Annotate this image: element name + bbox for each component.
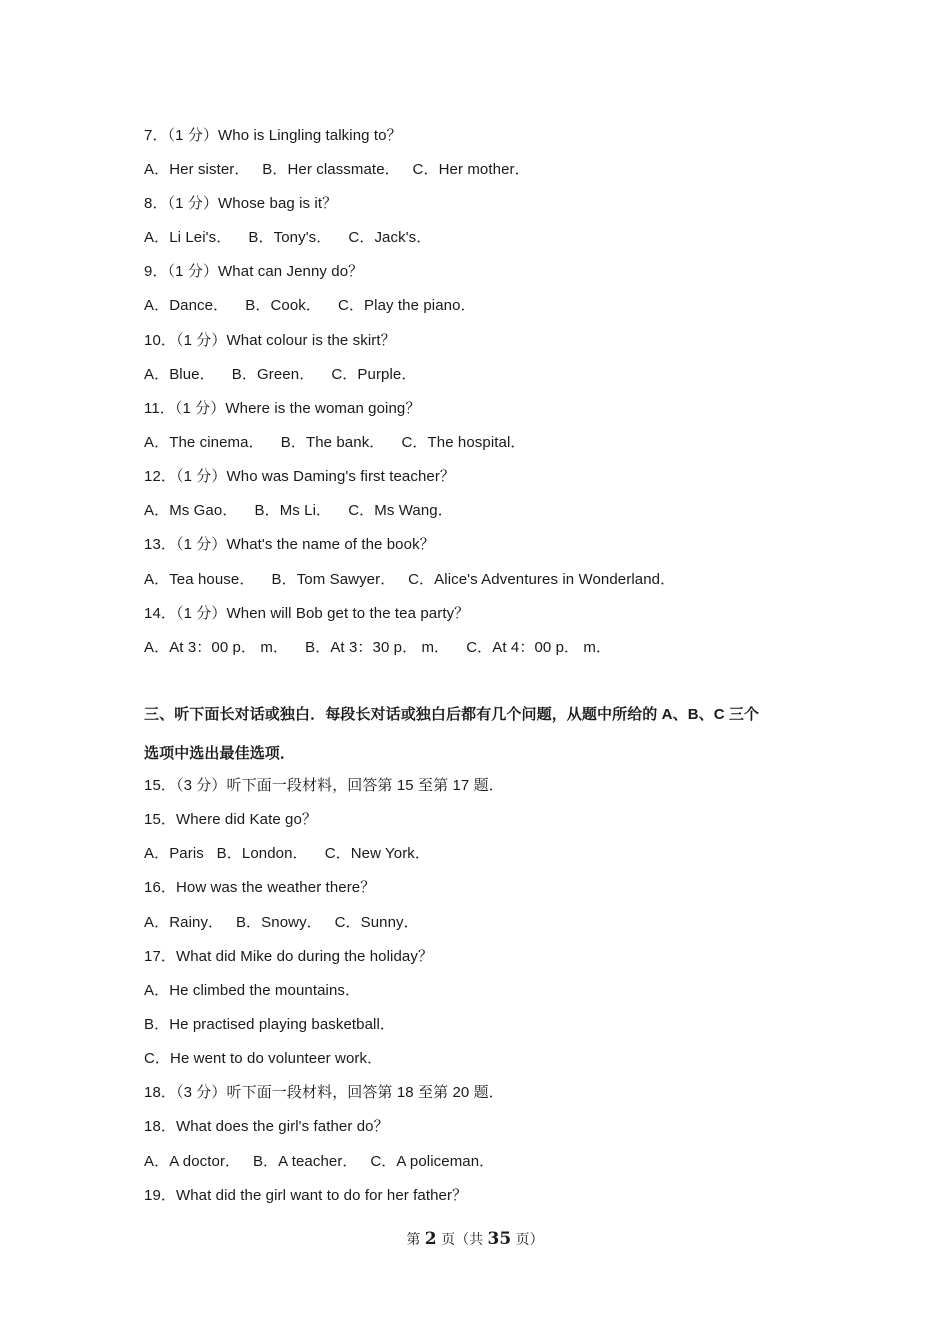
footer-total-pages: 35	[487, 1229, 512, 1249]
question-9: 9．（1 分）What can Jenny do？	[144, 263, 364, 280]
options-9: A．Dance． B．Cook． C．Play the piano．	[144, 297, 476, 314]
options-7: A．Her sister． B．Her classmate． C．Her mother．	[144, 161, 530, 178]
option-17-b: B．He practised playing basketball．	[144, 1016, 396, 1033]
option-17-c: C．He went to do volunteer work．	[144, 1050, 383, 1067]
question-18: 18．What does the girl's father do？	[144, 1118, 389, 1135]
question-14: 14．（1 分）When will Bob get to the tea party？	[144, 605, 470, 622]
options-10: A．Blue． B．Green． C．Purple．	[144, 366, 417, 383]
question-19: 19．What did the girl want to do for her father？	[144, 1187, 468, 1204]
section-3-heading-line-1: 三、听下面长对话或独白．每段长对话或独白后都有几个问题，从题中所给的 A、B、C 三个	[144, 706, 760, 723]
footer-page-number: 2	[424, 1229, 437, 1249]
options-11: A．The cinema． B．The bank． C．The hospital．	[144, 434, 526, 451]
question-18-intro: 18．（3 分）听下面一段材料，回答第 18 至第 20 题．	[144, 1084, 504, 1101]
options-8: A．Li Lei's． B．Tony's． C．Jack's．	[144, 229, 432, 246]
footer-prefix: 第	[406, 1232, 421, 1248]
options-13: A．Tea house． B．Tom Sawyer． C．Alice's Adventures in Wonderland．	[144, 571, 676, 588]
question-10: 10．（1 分）What colour is the skirt？	[144, 332, 396, 349]
question-15: 15．Where did Kate go？	[144, 811, 318, 828]
question-16: 16．How was the weather there？	[144, 879, 376, 896]
page-footer	[0, 1229, 950, 1250]
footer-middle: 页（共	[441, 1232, 484, 1248]
section-3-heading-line-2: 选项中选出最佳选项．	[144, 745, 296, 762]
options-16: A．Rainy． B．Snowy． C．Sunny．	[144, 914, 419, 931]
question-17: 17．What did Mike do during the holiday？	[144, 948, 434, 965]
options-18: A．A doctor． B．A teacher． C．A policeman．	[144, 1153, 495, 1170]
question-12: 12．（1 分）Who was Daming's first teacher？	[144, 468, 456, 485]
options-14: A．At 3：00 p． m． B．At 3：30 p． m． C．At 4：00 p． m．	[144, 639, 612, 656]
options-15: A．Paris B．London． C．New York．	[144, 845, 431, 862]
question-11: 11．（1 分）Where is the woman going？	[144, 400, 421, 417]
options-12: A．Ms Gao． B．Ms Li． C．Ms Wang．	[144, 502, 453, 519]
question-8: 8．（1 分）Whose bag is it？	[144, 195, 338, 212]
question-7: 7．（1 分）Who is Lingling talking to？	[144, 127, 402, 144]
question-15-intro: 15．（3 分）听下面一段材料，回答第 15 至第 17 题．	[144, 777, 504, 794]
option-17-a: A．He climbed the mountains．	[144, 982, 361, 999]
question-13: 13．（1 分）What's the name of the book？	[144, 536, 435, 553]
footer-suffix: 页）	[515, 1232, 544, 1248]
